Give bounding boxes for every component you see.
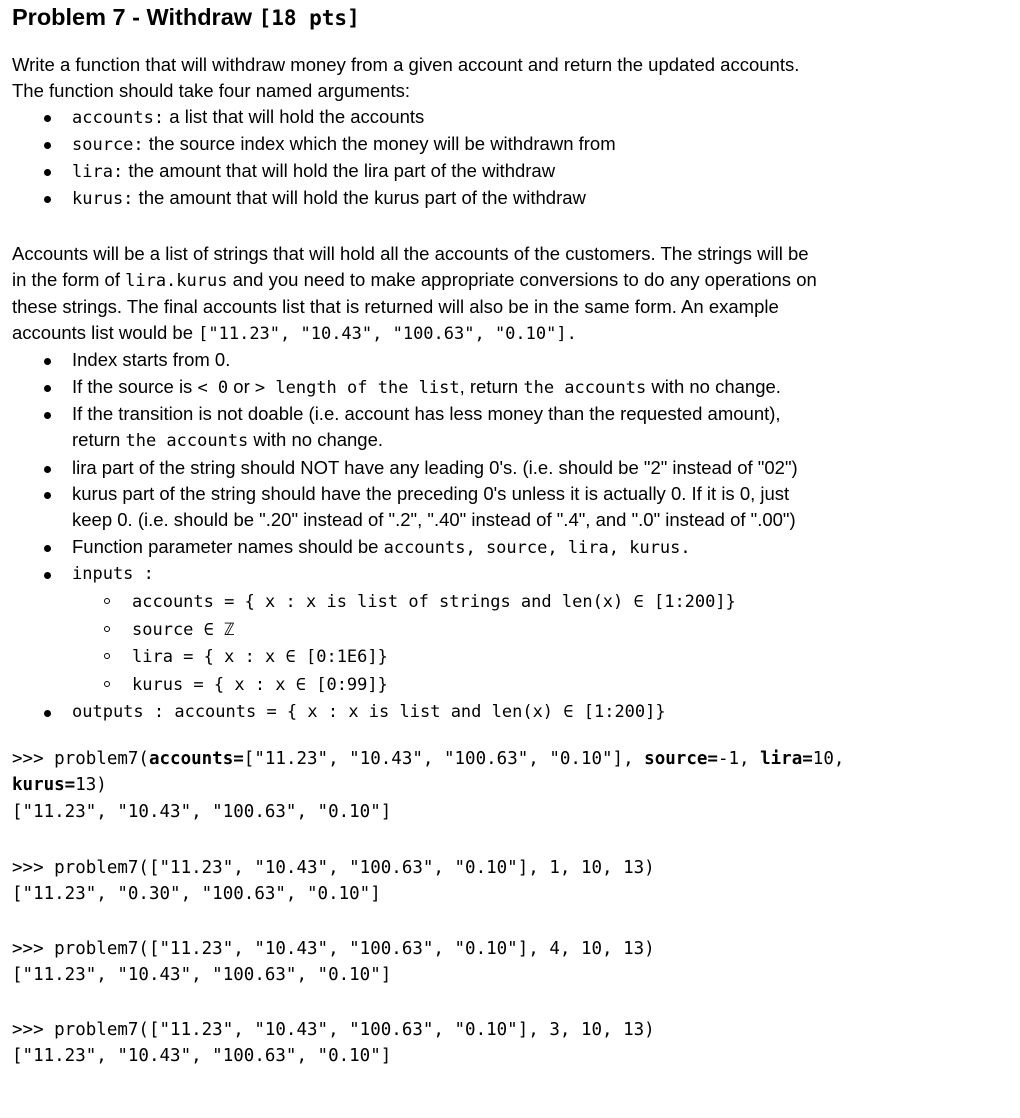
arg-desc: the amount that will hold the kurus part of the withdraw bbox=[133, 187, 586, 208]
rule-kurus-zeros-2: keep 0. (i.e. should be ".20" instead of ".2", ".40" instead of ".4", and ".0" instead of ".00") bbox=[72, 509, 796, 530]
circle-bullet-icon bbox=[104, 653, 110, 659]
intro-line-2: The function should take four named arguments: bbox=[12, 80, 410, 101]
input-lira: lira = { x : x ∈ [0:1E6]} bbox=[132, 647, 388, 667]
bullet-icon bbox=[44, 412, 51, 419]
bullet-icon bbox=[44, 545, 51, 552]
title-prefix: Problem 7 - Withdraw bbox=[12, 4, 259, 30]
example-1-call-line-2: kurus=13) bbox=[12, 775, 107, 795]
example-2-output: ["11.23", "0.30", "100.63", "0.10"] bbox=[12, 884, 381, 904]
rule-source-range: If the source is < 0 or > length of the list, return the accounts with no change. bbox=[72, 376, 781, 398]
example-3-output: ["11.23", "10.43", "100.63", "0.10"] bbox=[12, 965, 392, 985]
bullet-icon bbox=[44, 169, 51, 176]
para-line-1: Accounts will be a list of strings that will hold all the accounts of the customers. The strings will be bbox=[12, 243, 809, 264]
bullet-icon bbox=[44, 492, 51, 499]
example-3-call: >>> problem7(["11.23", "10.43", "100.63", "0.10"], 4, 10, 13) bbox=[12, 939, 655, 959]
bullet-icon bbox=[44, 385, 51, 392]
arg-name: accounts: bbox=[72, 108, 165, 128]
arg-name: lira: bbox=[72, 162, 124, 182]
bullet-icon bbox=[44, 572, 51, 579]
para-line-2: in the form of lira.kurus and you need to make appropriate conversions to do any operations on bbox=[12, 269, 817, 291]
arg-desc: a list that will hold the accounts bbox=[164, 106, 425, 127]
rule-inputs: inputs : bbox=[72, 564, 154, 584]
rule-index: Index starts from 0. bbox=[72, 349, 231, 370]
para-line-3: these strings. The final accounts list that is returned will also be in the same form. An example bbox=[12, 296, 779, 317]
arg-desc: the amount that will hold the lira part of the withdraw bbox=[123, 160, 556, 181]
circle-bullet-icon bbox=[104, 681, 110, 687]
bullet-icon bbox=[44, 466, 51, 473]
circle-bullet-icon bbox=[104, 626, 110, 632]
example-2-call: >>> problem7(["11.23", "10.43", "100.63", "0.10"], 1, 10, 13) bbox=[12, 858, 655, 878]
bullet-icon bbox=[44, 196, 51, 203]
arg-item-kurus bbox=[72, 185, 586, 212]
rule-lira-zeros: lira part of the string should NOT have any leading 0's. (i.e. should be "2" instead of "02") bbox=[72, 457, 798, 478]
rule-not-doable-1: If the transition is not doable (i.e. account has less money than the requested amount), bbox=[72, 403, 781, 424]
example-4-call: >>> problem7(["11.23", "10.43", "100.63", "0.10"], 3, 10, 13) bbox=[12, 1020, 655, 1040]
example-1-output: ["11.23", "10.43", "100.63", "0.10"] bbox=[12, 802, 392, 822]
input-kurus: kurus = { x : x ∈ [0:99]} bbox=[132, 675, 388, 695]
para-line-4: accounts list would be ["11.23", "10.43", "100.63", "0.10"]. bbox=[12, 322, 577, 344]
arg-desc: the source index which the money will be withdrawn from bbox=[143, 133, 616, 154]
bullet-icon bbox=[44, 710, 51, 717]
arg-name: source: bbox=[72, 135, 144, 155]
bullet-icon bbox=[44, 358, 51, 365]
bullet-icon bbox=[44, 115, 51, 122]
arg-item-accounts bbox=[72, 104, 424, 131]
circle-bullet-icon bbox=[104, 598, 110, 604]
rule-param-names: Function parameter names should be accounts, source, lira, kurus. bbox=[72, 536, 691, 558]
arg-item-lira bbox=[72, 158, 555, 185]
arg-item-source bbox=[72, 131, 616, 158]
input-source: source ∈ ℤ bbox=[132, 620, 235, 640]
inline-code: ["11.23", "10.43", "100.63", "0.10"]. bbox=[198, 324, 577, 344]
rule-outputs: outputs : accounts = { x : x is list and len(x) ∈ [1:200]} bbox=[72, 702, 666, 722]
bullet-icon bbox=[44, 142, 51, 149]
problem-title bbox=[12, 4, 360, 31]
rule-not-doable-2: return the accounts with no change. bbox=[72, 429, 384, 451]
example-1-call-line-1: >>> problem7(accounts=["11.23", "10.43", "100.63", "0.10"], source=-1, lira=10, bbox=[12, 749, 845, 769]
rule-kurus-zeros-1: kurus part of the string should have the preceding 0's unless it is actually 0. If it is 0, just bbox=[72, 483, 790, 504]
input-accounts: accounts = { x : x is list of strings and len(x) ∈ [1:200]} bbox=[132, 592, 736, 612]
inline-code: lira.kurus bbox=[125, 271, 228, 291]
intro-line-1: Write a function that will withdraw money from a given account and return the updated accounts. bbox=[12, 54, 800, 75]
example-4-output: ["11.23", "10.43", "100.63", "0.10"] bbox=[12, 1046, 392, 1066]
title-points: [18 pts] bbox=[258, 6, 360, 30]
arg-name: kurus: bbox=[72, 189, 134, 209]
